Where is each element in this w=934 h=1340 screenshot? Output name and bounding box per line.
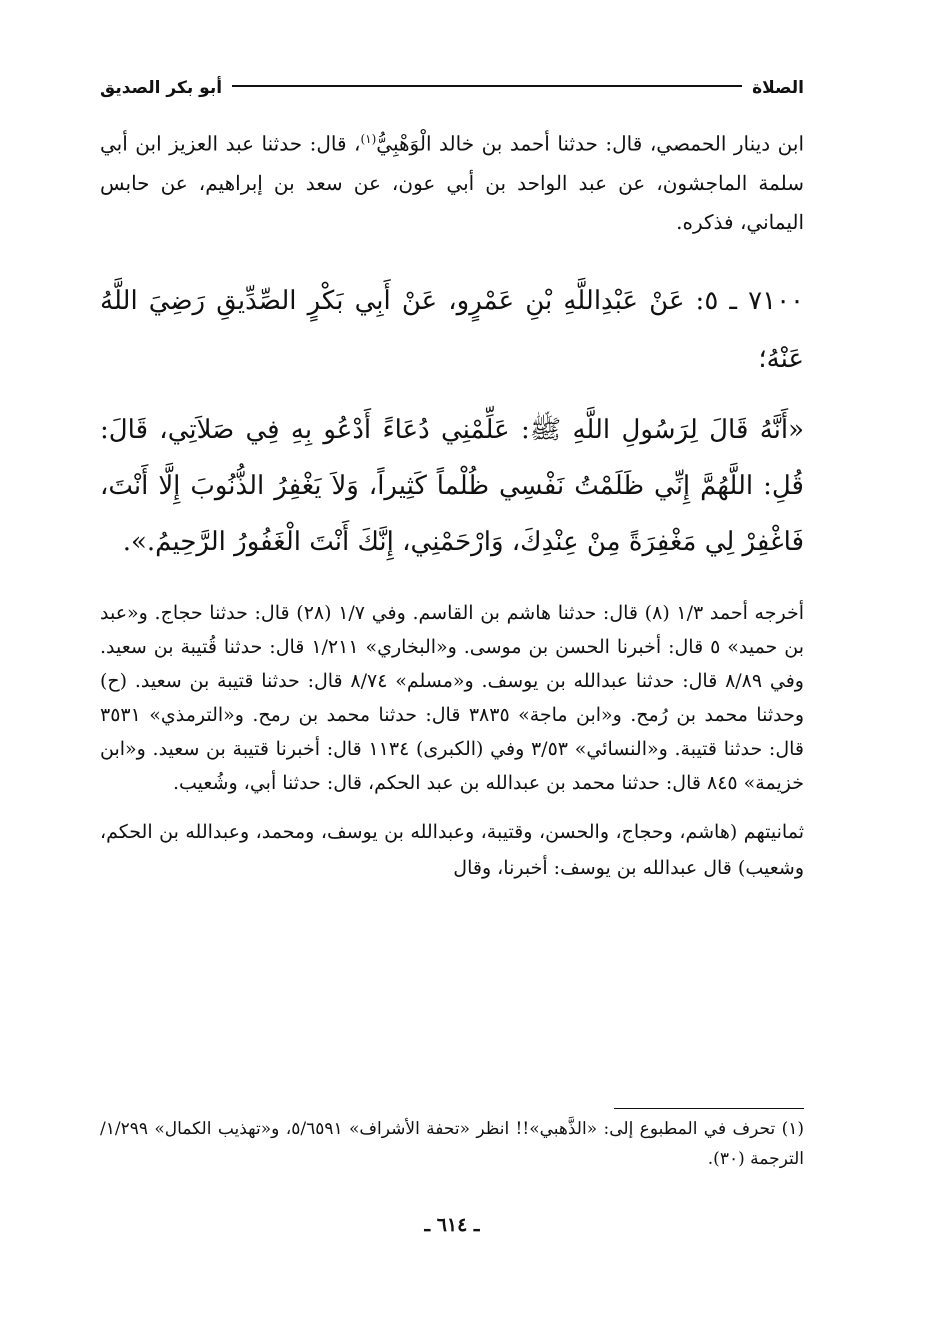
hadith-heading: ٧١٠٠ ـ ٥: عَنْ عَبْدِاللَّهِ بْنِ عَمْرٍو، عَنْ أَبِي بَكْرٍ الصِّدِّيقِ رَضِيَ اللَّهُ عَنْهُ؛ bbox=[100, 285, 804, 374]
section-title: الصلاة bbox=[752, 78, 804, 98]
intro-paragraph bbox=[100, 120, 804, 242]
footnote bbox=[100, 1114, 804, 1174]
footnote-marker: (١) bbox=[781, 1119, 805, 1139]
header-rule bbox=[232, 85, 742, 87]
hadith-text: «أَنَّهُ قَالَ لِرَسُولِ اللَّهِ ﷺ: عَلِّمْنِي دُعَاءً أَدْعُو بِهِ فِي صَلاَتِي، قَالَ: قُلِ: اللَّهُمَّ إِنِّي ظَلَمْتُ نَفْسِي ظُلْماً كَثِيراً، وَلاَ يَغْفِرُ الذُّنُوبَ إِلَّا أَنْتَ، فَاغْفِرْ لِي مَغْفِرَةً مِنْ عِنْدِكَ، وَارْحَمْنِي، إِنَّكَ أَنْتَ الْغَفُورُ الرَّحِيمُ.». bbox=[100, 414, 804, 557]
footnote-divider bbox=[614, 1108, 804, 1109]
intro-text-end: ، قال: حدثنا عبد العزيز ابن أبي سلمة الماجشون، عن عبد الواحد بن أبي عون، عن سعد بن إبراهيم، عن حابس اليماني، فذكره. bbox=[100, 131, 804, 234]
footnote-reference: (١) bbox=[360, 132, 377, 146]
running-header bbox=[100, 78, 804, 108]
footnote-text: تحرف في المطبوع إلى: «الذَّهبي»!! انظر «تحفة الأشراف» ٥/٦٥٩١، و«تهذيب الكمال» ١/٢٩٩/ الترجمة (٣٠). bbox=[100, 1119, 804, 1169]
document-page bbox=[100, 78, 805, 1236]
summary-paragraph: ثمانيتهم (هاشم، وحجاج، والحسن، وقتيبة، وعبدالله بن يوسف، ومحمد، وعبدالله بن الحكم، وشعيب) قال عبدالله بن يوسف: أخبرنا، وقال bbox=[100, 820, 804, 879]
page-number: ـ ٦١٤ ـ bbox=[424, 1214, 480, 1236]
takhrij-paragraph: أخرجه أحمد ١/٣ (٨) قال: حدثنا هاشم بن القاسم. وفي ١/٧ (٢٨) قال: حدثنا حجاج. و«عبد بن حميد» ٥ قال: أخبرنا الحسن بن موسى. و«البخاري» ١/٢١١ قال: حدثنا قُتيبة بن سعيد. وفي ٨/٨٩ قال: حدثنا عبدالله بن يوسف. و«مسلم» ٨/٧٤ قال: حدثنا قتيبة بن سعيد. (ح) وحدثنا محمد بن رُمح. و«ابن ماجة» ٣٨٣٥ قال: حدثنا محمد بن رمح. و«الترمذي» ٣٥٣١ قال: حدثنا قتيبة. و«النسائي» ٣/٥٣ وفي (الكبرى) ١١٣٤ قال: أخبرنا قتيبة بن سعيد. و«ابن خزيمة» ٨٤٥ قال: حدثنا محمد بن عبدالله بن عبد الحكم، قال: حدثنا أبي، وشُعيب. bbox=[100, 601, 804, 794]
book-title: أبو بكر الصديق bbox=[100, 78, 223, 98]
intro-text-start: ابن دينار الحمصي، قال: حدثنا أحمد بن خالد الْوَهْبِيُّ bbox=[376, 131, 805, 156]
